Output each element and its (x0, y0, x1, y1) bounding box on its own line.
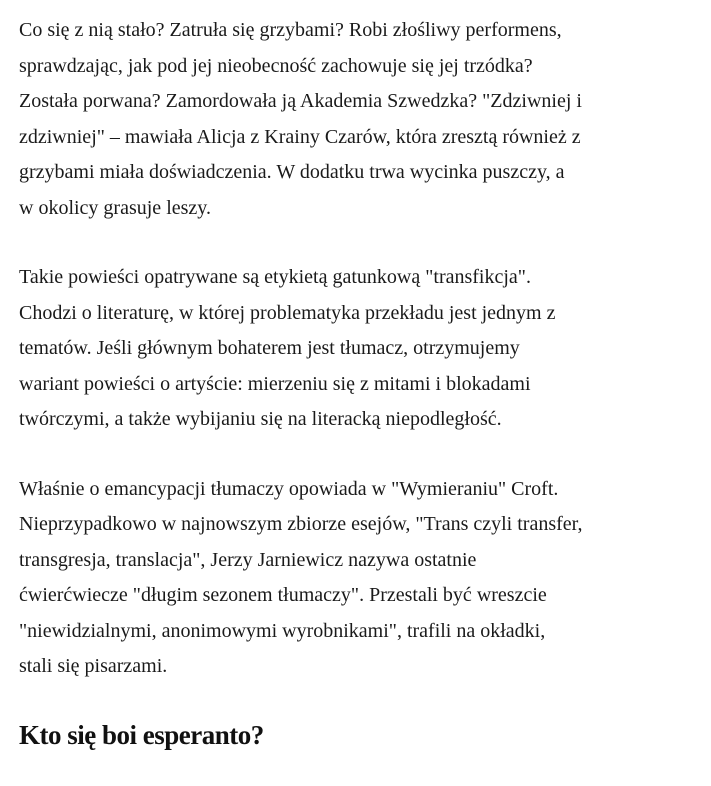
paragraph-line: ćwierćwiecze "długim sezonem tłumaczy". Przestali być wreszcie (19, 584, 547, 606)
paragraph-line: "niewidzialnymi, anonimowymi wyrobnikami", trafili na okładki, (19, 619, 546, 642)
section-heading: Kto się boi esperanto? (19, 719, 264, 750)
paragraph-line: transgresja, translacja", Jerzy Jarniewicz nazywa ostatnie (19, 548, 477, 571)
paragraph-line: Chodzi o literaturę, w której problematyka przekładu jest jednym z (19, 301, 556, 324)
article-paragraph (19, 13, 699, 226)
article-body (19, 13, 699, 755)
paragraph-line: wariant powieści o artyście: mierzeniu się z mitami i blokadami (19, 372, 531, 395)
paragraph-line: zdziwniej" – mawiała Alicja z Krainy Czarów, która zresztą również z (19, 125, 581, 148)
paragraph-line: grzybami miała doświadczenia. W dodatku trwa wycinka puszczy, a (19, 161, 565, 183)
article-paragraph (19, 260, 699, 438)
paragraph-line: w okolicy grasuje leszy. (19, 196, 211, 219)
paragraph-line: sprawdzając, jak pod jej nieobecność zachowuje się jej trzódka? (19, 54, 533, 77)
paragraph-line: stali się pisarzami. (19, 655, 168, 677)
paragraph-line: Właśnie o emancypacji tłumaczy opowiada w "Wymieraniu" Croft. (19, 477, 559, 500)
article-paragraph (19, 472, 699, 685)
paragraph-line: Została porwana? Zamordowała ją Akademia Szwedzka? "Zdziwniej i (19, 90, 582, 112)
paragraph-line: Nieprzypadkowo w najnowszym zbiorze esejów, "Trans czyli transfer, (19, 513, 583, 535)
paragraph-line: Takie powieści opatrywane są etykietą gatunkową "transfikcja". (19, 266, 531, 288)
paragraph-line: twórczymi, a także wybijaniu się na literacką niepodległość. (19, 408, 502, 430)
paragraph-line: Co się z nią stało? Zatruła się grzybami? Robi złośliwy performens, (19, 19, 562, 41)
paragraph-line: tematów. Jeśli głównym bohaterem jest tłumacz, otrzymujemy (19, 337, 520, 359)
